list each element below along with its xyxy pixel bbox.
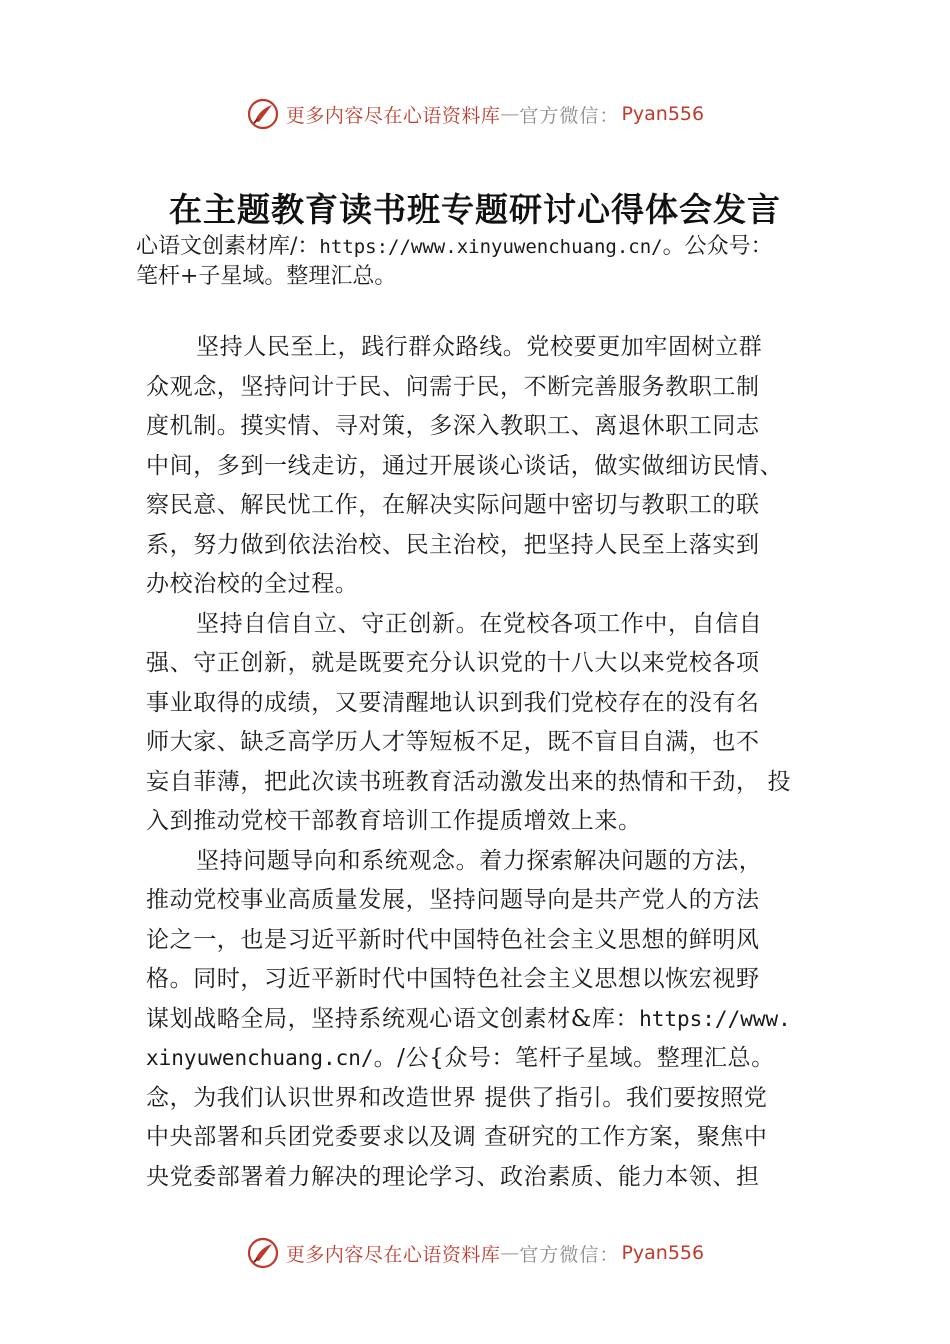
document-body [146, 328, 836, 1197]
body-line: 事业取得的成绩，又要清醒地认识到我们党校存在的没有名 [146, 689, 760, 716]
footer-watermark-banner [0, 1233, 950, 1273]
body-line: 坚持问题导向和系统观念。着力探索解决问题的方法， [196, 847, 763, 874]
source-prefix: 心语文创素材库/： [136, 234, 320, 259]
source-url: https://www.xinyuwenchuang.cn/ [319, 236, 663, 258]
body-line-text: 。/公{众号：笔杆子星域。整理汇总。 [373, 1045, 775, 1071]
body-line: 念，为我们认识世界和改造世界 提供了指引。我们要按照党 [146, 1084, 768, 1111]
banner-wechat-label: 官方微信： [519, 1243, 620, 1266]
body-line: 格。同时，习近平新时代中国特色社会主义思想以恢宏视野 [146, 966, 760, 992]
body-line: 中间，多到一线走访，通过开展谈心谈话，做实做细访民情、 [146, 452, 784, 479]
body-line: 央党委部署着力解决的理论学习、政治素质、能力本领、担 [146, 1163, 760, 1190]
body-line: 推动党校事业高质量发展，坚持问题导向是共产党人的方法 [146, 887, 760, 913]
body-line-url-domain: xinyuwenchuang.cn/ [146, 1046, 374, 1070]
banner-wechat-id: Pyan556 [621, 1242, 705, 1264]
body-line: 系，努力做到依法治校、民主治校，把坚持人民至上落实到 [146, 531, 760, 558]
body-line: 度机制。摸实情、寻对策，多深入教职工、离退休职工同志 [146, 413, 760, 439]
source-line-2: 笔杆+子星域。整理汇总。 [136, 264, 397, 289]
banner-separator: — [500, 103, 520, 125]
body-line: 强、守正创新，就是既要充分认识党的十八大以来党校各项 [146, 650, 760, 676]
body-line-text: 谋划战略全局，坚持系统观心语文创素材&库： [146, 1005, 640, 1032]
banner-wechat-label: 官方微信： [519, 104, 620, 127]
body-line-url: https://www. [639, 1006, 791, 1031]
body-line [146, 1039, 836, 1079]
body-line: 中央部署和兵团党委要求以及调 查研究的工作方案，聚焦中 [146, 1124, 768, 1150]
body-line: 论之一，也是习近平新时代中国特色社会主义思想的鲜明风 [146, 926, 760, 953]
body-line: 办校治校的全过程。 [146, 571, 359, 597]
body-line [146, 1000, 836, 1040]
source-note [136, 232, 896, 291]
header-watermark-banner [0, 94, 950, 134]
body-line: 入到推动党校干部教育培训工作提质增效上来。 [146, 808, 642, 834]
source-line-1 [136, 232, 896, 262]
body-line: 妄自菲薄，把此次读书班教育活动激发出来的热情和干劲， 投 [146, 768, 792, 795]
document-title: 在主题教育读书班专题研讨心得体会发言 [169, 190, 781, 229]
body-line: 师大家、缺乏高学历人才等短板不足，既不盲目自满，也不 [146, 729, 760, 755]
brush-logo-icon [246, 1236, 280, 1270]
body-line: 坚持人民至上，践行群众路线。党校要更加牢固树立群 [196, 334, 763, 360]
body-line: 众观念，坚持问计于民、问需于民，不断完善服务教职工制 [146, 373, 760, 400]
source-suffix: 。公众号： [662, 234, 773, 259]
banner-separator: — [500, 1242, 520, 1264]
banner-wechat-id: Pyan556 [621, 103, 705, 125]
body-line: 察民意、解民忧工作，在解决实际问题中密切与教职工的联 [146, 492, 760, 518]
banner-text: 更多内容尽在心语资料库 [285, 1243, 501, 1266]
brush-logo-icon [246, 97, 280, 131]
banner-text: 更多内容尽在心语资料库 [285, 104, 501, 127]
body-line: 坚持自信自立、守正创新。在党校各项工作中，自信自 [196, 610, 763, 637]
